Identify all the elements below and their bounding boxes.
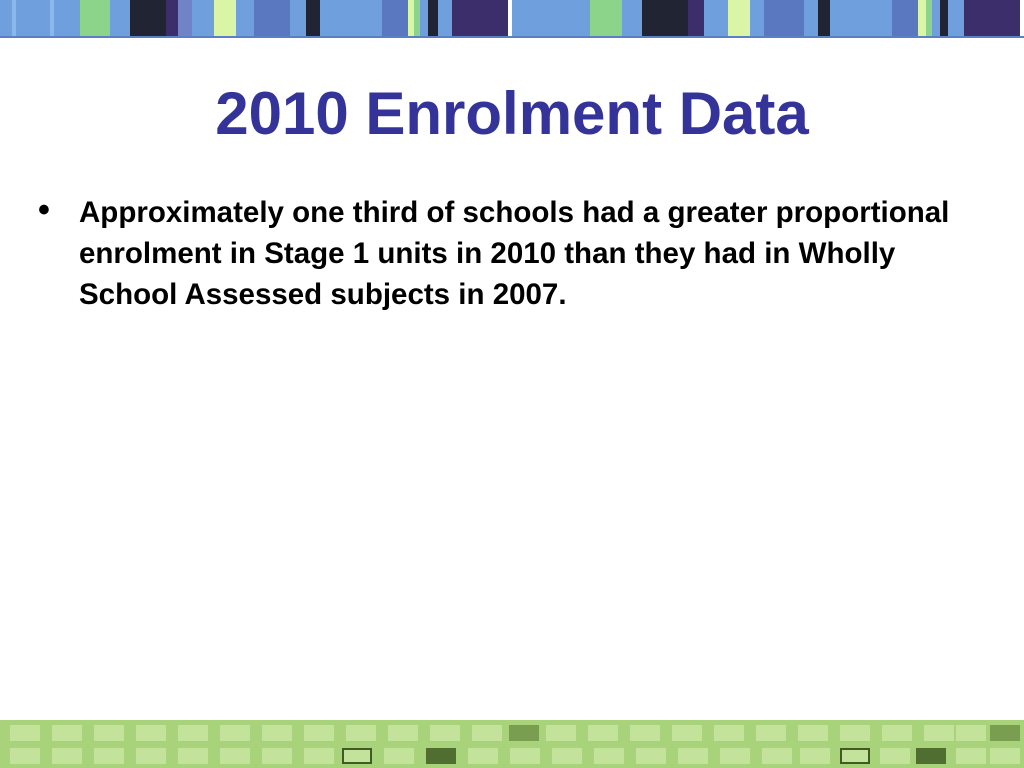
band-cell	[468, 748, 498, 764]
band-cell	[178, 725, 208, 741]
band-segment	[438, 0, 452, 36]
band-cell	[178, 748, 208, 764]
band-segment	[192, 0, 214, 36]
band-segment	[704, 0, 728, 36]
band-cell	[956, 748, 986, 764]
band-cell	[52, 725, 82, 741]
slide-title: 2010 Enrolment Data	[215, 80, 809, 147]
band-cell	[346, 725, 376, 741]
band-cell	[800, 748, 830, 764]
band-segment	[428, 0, 438, 36]
band-segment	[512, 0, 590, 36]
band-segment	[166, 0, 178, 36]
band-segment	[236, 0, 254, 36]
band-segment	[918, 0, 926, 36]
band-segment	[932, 0, 940, 36]
bullet-item	[36, 192, 966, 315]
band-cell	[10, 725, 40, 741]
band-segment	[214, 0, 236, 36]
band-segment	[130, 0, 166, 36]
band-cell	[388, 725, 418, 741]
bottom-decorative-band	[0, 720, 1024, 768]
band-cell	[672, 725, 702, 741]
band-cell	[956, 725, 986, 741]
band-segment	[80, 0, 110, 36]
band-cell	[262, 748, 292, 764]
band-segment	[12, 0, 16, 36]
band-cell	[636, 748, 666, 764]
band-cell	[52, 748, 82, 764]
band-cell	[220, 725, 250, 741]
band-cell	[342, 748, 372, 764]
band-cell	[262, 725, 292, 741]
band-cell	[990, 725, 1020, 741]
band-segment	[110, 0, 130, 36]
band-segment	[452, 0, 508, 36]
band-segment	[892, 0, 918, 36]
bullet-list	[36, 192, 966, 315]
band-cell	[990, 748, 1020, 764]
band-cell	[94, 748, 124, 764]
band-segment	[830, 0, 892, 36]
band-segment	[688, 0, 704, 36]
band-cell	[714, 725, 744, 741]
band-cell	[798, 725, 828, 741]
band-cell	[510, 748, 540, 764]
band-cell	[472, 725, 502, 741]
band-segment	[420, 0, 428, 36]
band-cell	[304, 748, 334, 764]
band-segment	[178, 0, 192, 36]
band-cell	[384, 748, 414, 764]
band-cell	[426, 748, 456, 764]
band-segment	[306, 0, 320, 36]
band-segment	[290, 0, 306, 36]
band-segment	[320, 0, 382, 36]
band-segment	[590, 0, 622, 36]
bullet-icon: •	[38, 191, 50, 229]
band-cell	[304, 725, 334, 741]
top-decorative-band	[0, 0, 1024, 38]
band-cell	[840, 725, 870, 741]
band-cell	[552, 748, 582, 764]
band-segment	[254, 0, 290, 36]
band-cell	[720, 748, 750, 764]
band-cell	[136, 725, 166, 741]
band-segment	[964, 0, 1020, 36]
band-cell	[882, 725, 912, 741]
band-cell	[762, 748, 792, 764]
band-cell	[588, 725, 618, 741]
band-cell	[840, 748, 870, 764]
band-segment	[764, 0, 804, 36]
band-segment	[642, 0, 688, 36]
band-cell	[10, 748, 40, 764]
band-segment	[728, 0, 750, 36]
band-cell	[136, 748, 166, 764]
band-cell	[509, 725, 539, 741]
band-cell	[916, 748, 946, 764]
band-underline	[0, 36, 1024, 38]
bullet-text: Approximately one third of schools had a greater proportional enrolment in Stage 1 units in 2010 than they had in Wholly School Assessed subjects in 2007.	[79, 196, 950, 311]
band-segment	[750, 0, 764, 36]
band-cell	[880, 748, 910, 764]
band-segment	[818, 0, 830, 36]
band-cell	[594, 748, 624, 764]
band-cell	[678, 748, 708, 764]
band-cell	[630, 725, 660, 741]
band-segment	[622, 0, 642, 36]
band-cell	[546, 725, 576, 741]
band-cell	[430, 725, 460, 741]
band-segment	[804, 0, 818, 36]
band-cell	[756, 725, 786, 741]
band-segment	[948, 0, 964, 36]
band-segment	[50, 0, 54, 36]
band-cell	[220, 748, 250, 764]
band-segment	[1020, 0, 1024, 36]
band-cell	[94, 725, 124, 741]
band-segment	[382, 0, 408, 36]
band-cell	[924, 725, 954, 741]
band-segment	[940, 0, 948, 36]
slide-content	[36, 192, 966, 315]
